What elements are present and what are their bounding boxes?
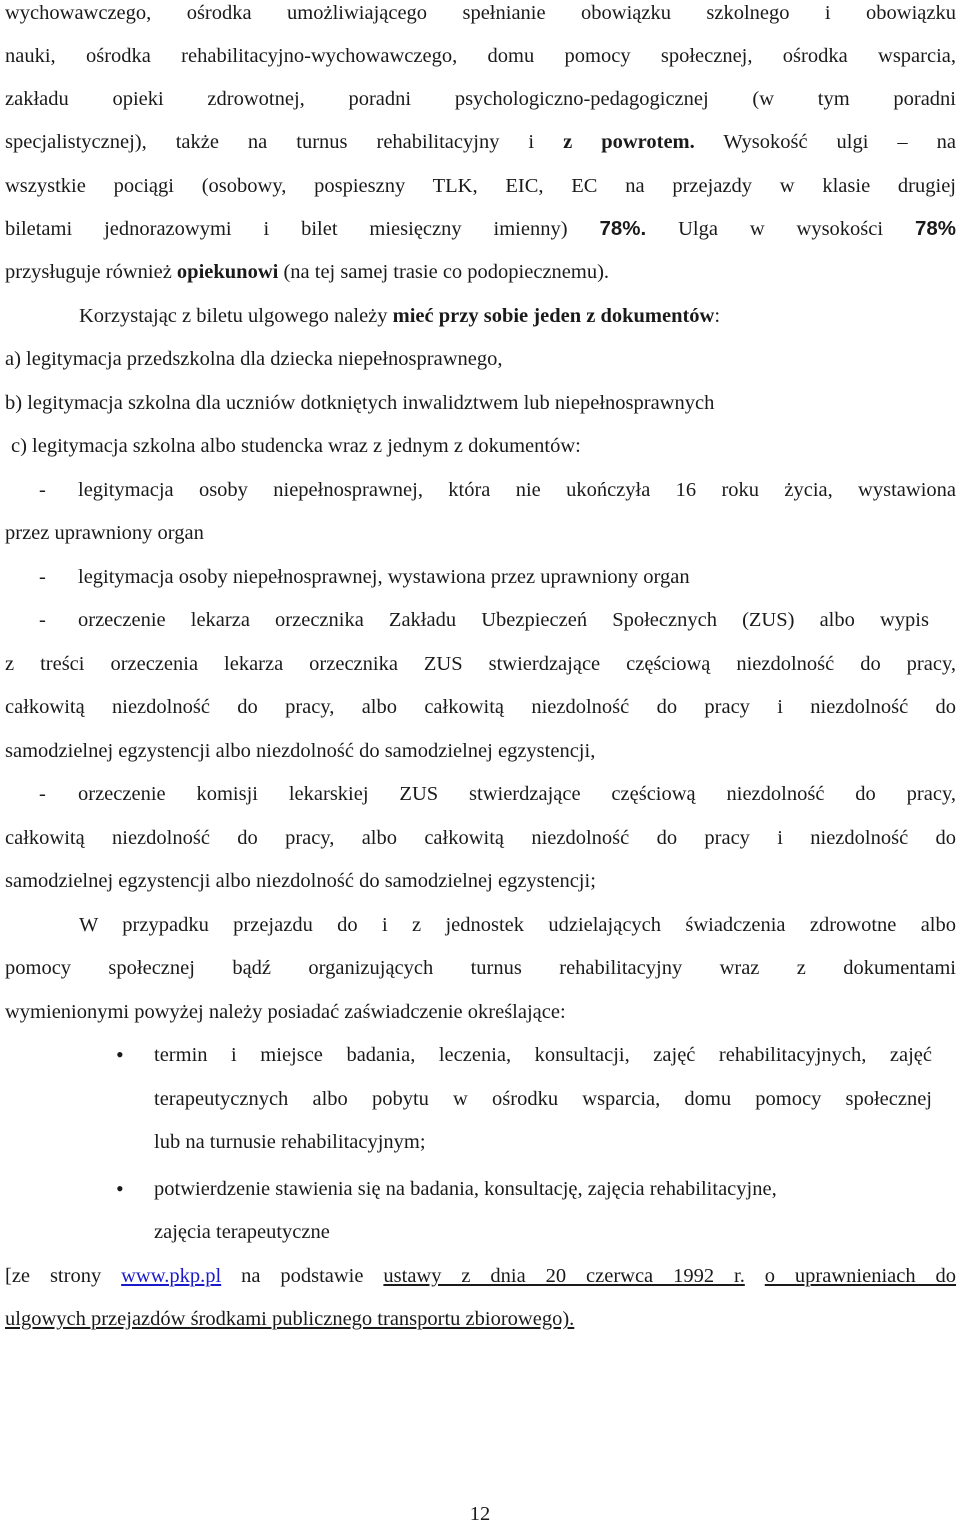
para3-line1: W przypadku przejazdu do i z jednostek udzielających świadczenia zdrowotne albo bbox=[79, 914, 956, 936]
para1-line5: wszystkie pociągi (osobowy, pospieszny TLK, EIC, EC na przejazdy w klasie drugiej bbox=[5, 175, 956, 197]
sub3-line1: orzeczenie lekarza orzecznika Zakładu Ubezpieczeń Społecznych (ZUS) albo wypis bbox=[78, 609, 929, 631]
bullet1-line3: lub na turnusie rehabilitacyjnym; bbox=[154, 1131, 426, 1153]
law-link-line2[interactable]: ulgowych przejazdów środkami publicznego transportu zbiorowego). bbox=[5, 1308, 575, 1330]
text-span: specjalistycznej), także na turnus rehabilitacyjny i bbox=[5, 131, 535, 153]
bullet-marker: • bbox=[116, 1176, 124, 1201]
sub1-line1: legitymacja osoby niepełnosprawnej, która nie ukończyła 16 roku życia, wystawiona bbox=[78, 479, 956, 501]
sub1-line2: przez uprawniony organ bbox=[5, 522, 204, 544]
sub3-line4: samodzielnej egzystencji albo niezdolność do samodzielnej egzystencji, bbox=[5, 740, 596, 762]
discount-percent: 78%. bbox=[599, 217, 647, 240]
sub3-line3: całkowitą niezdolność do pracy, albo całkowitą niezdolność do pracy i niezdolność do bbox=[5, 696, 956, 718]
sub2-line: legitymacja osoby niepełnosprawnej, wystawiona przez uprawniony organ bbox=[78, 566, 690, 588]
sub4-line3: samodzielnej egzystencji albo niezdolność do samodzielnej egzystencji; bbox=[5, 870, 596, 892]
bold-return-text: z powrotem. bbox=[563, 131, 695, 153]
dash-marker: - bbox=[39, 479, 46, 501]
bold-documents-text: mieć przy sobie jeden z dokumentów bbox=[392, 305, 715, 327]
text-span: Ulga w wysokości bbox=[678, 218, 884, 240]
text-span: zakładu opieki zdrowotnej, poradni psychologiczno-pedagogicznej bbox=[5, 88, 709, 110]
bullet2-line2: zajęcia terapeutyczne bbox=[154, 1221, 330, 1243]
bold-guardian-text: opiekunowi bbox=[176, 261, 279, 283]
list-item-b: b) legitymacja szkolna dla uczniów dotkniętych inwalidztwem lub niepełnosprawnych bbox=[5, 392, 715, 414]
sub4-line2: całkowitą niezdolność do pracy, albo całkowitą niezdolność do pracy i niezdolność do bbox=[5, 827, 956, 849]
bullet1-line1: termin i miejsce badania, leczenia, konsultacji, zajęć rehabilitacyjnych, zajęć bbox=[154, 1044, 932, 1066]
page-number: 12 bbox=[469, 1503, 491, 1525]
para1-line1: wychowawczego, ośrodka umożliwiającego spełnianie obowiązku szkolnego i obowiązku bbox=[5, 2, 956, 24]
para3-line3: wymienionymi powyżej należy posiadać zaświadczenie określające: bbox=[5, 1001, 566, 1023]
source-line1 bbox=[5, 1264, 956, 1288]
para3-line2: pomocy społecznej bądź organizujących turnus rehabilitacyjny wraz z dokumentami bbox=[5, 957, 956, 979]
text-span: na podstawie bbox=[241, 1265, 364, 1287]
text-span: biletami jednorazowymi i bilet miesięczny imienny) bbox=[5, 218, 568, 240]
text-span: (w tym poradni bbox=[752, 88, 956, 110]
bullet1-line2: terapeutycznych albo pobytu w ośrodku wsparcia, domu pomocy społecznej bbox=[154, 1088, 932, 1110]
text-span: Korzystając z biletu ulgowego należy bbox=[79, 305, 388, 327]
para1-line6 bbox=[5, 217, 956, 241]
dash-marker: - bbox=[39, 783, 46, 805]
sub3-line2: z treści orzeczenia lekarza orzecznika ZUS stwierdzające częściową niezdolność do pracy, bbox=[5, 653, 956, 675]
law-link-part2[interactable]: o uprawnieniach do bbox=[764, 1265, 957, 1287]
law-link-part1[interactable]: ustawy z dnia 20 czerwca 1992 r. bbox=[383, 1265, 745, 1287]
list-item-c: c) legitymacja szkolna albo studencka wraz z jednym z dokumentów: bbox=[11, 435, 581, 457]
dash-marker: - bbox=[39, 566, 46, 588]
source-line2 bbox=[5, 1307, 574, 1331]
para1-line2: nauki, ośrodka rehabilitacyjno-wychowawczego, domu pomocy społecznej, ośrodka wsparcia, bbox=[5, 45, 956, 67]
text-span: przysługuje również bbox=[5, 261, 172, 283]
bullet-marker: • bbox=[116, 1042, 124, 1067]
sub4-line1: orzeczenie komisji lekarskiej ZUS stwierdzające częściową niezdolność do pracy, bbox=[78, 783, 956, 805]
text-span: Wysokość ulgi – na bbox=[723, 131, 956, 153]
pkp-link[interactable]: www.pkp.pl bbox=[121, 1265, 222, 1287]
text-span: : bbox=[714, 305, 721, 327]
discount-percent: 78% bbox=[915, 217, 957, 240]
bullet2-line1: potwierdzenie stawienia się na badania, konsultację, zajęcia rehabilitacyjne, bbox=[154, 1178, 777, 1200]
text-span: [ze strony bbox=[5, 1265, 102, 1287]
para2-intro bbox=[79, 304, 720, 328]
text-span: (na tej samej trasie co podopiecznemu). bbox=[283, 261, 610, 283]
list-item-a: a) legitymacja przedszkolna dla dziecka niepełnosprawnego, bbox=[5, 348, 503, 370]
para1-line3 bbox=[5, 87, 956, 111]
dash-marker: - bbox=[39, 609, 46, 631]
para1-line4 bbox=[5, 130, 956, 154]
para1-line7 bbox=[5, 260, 609, 284]
